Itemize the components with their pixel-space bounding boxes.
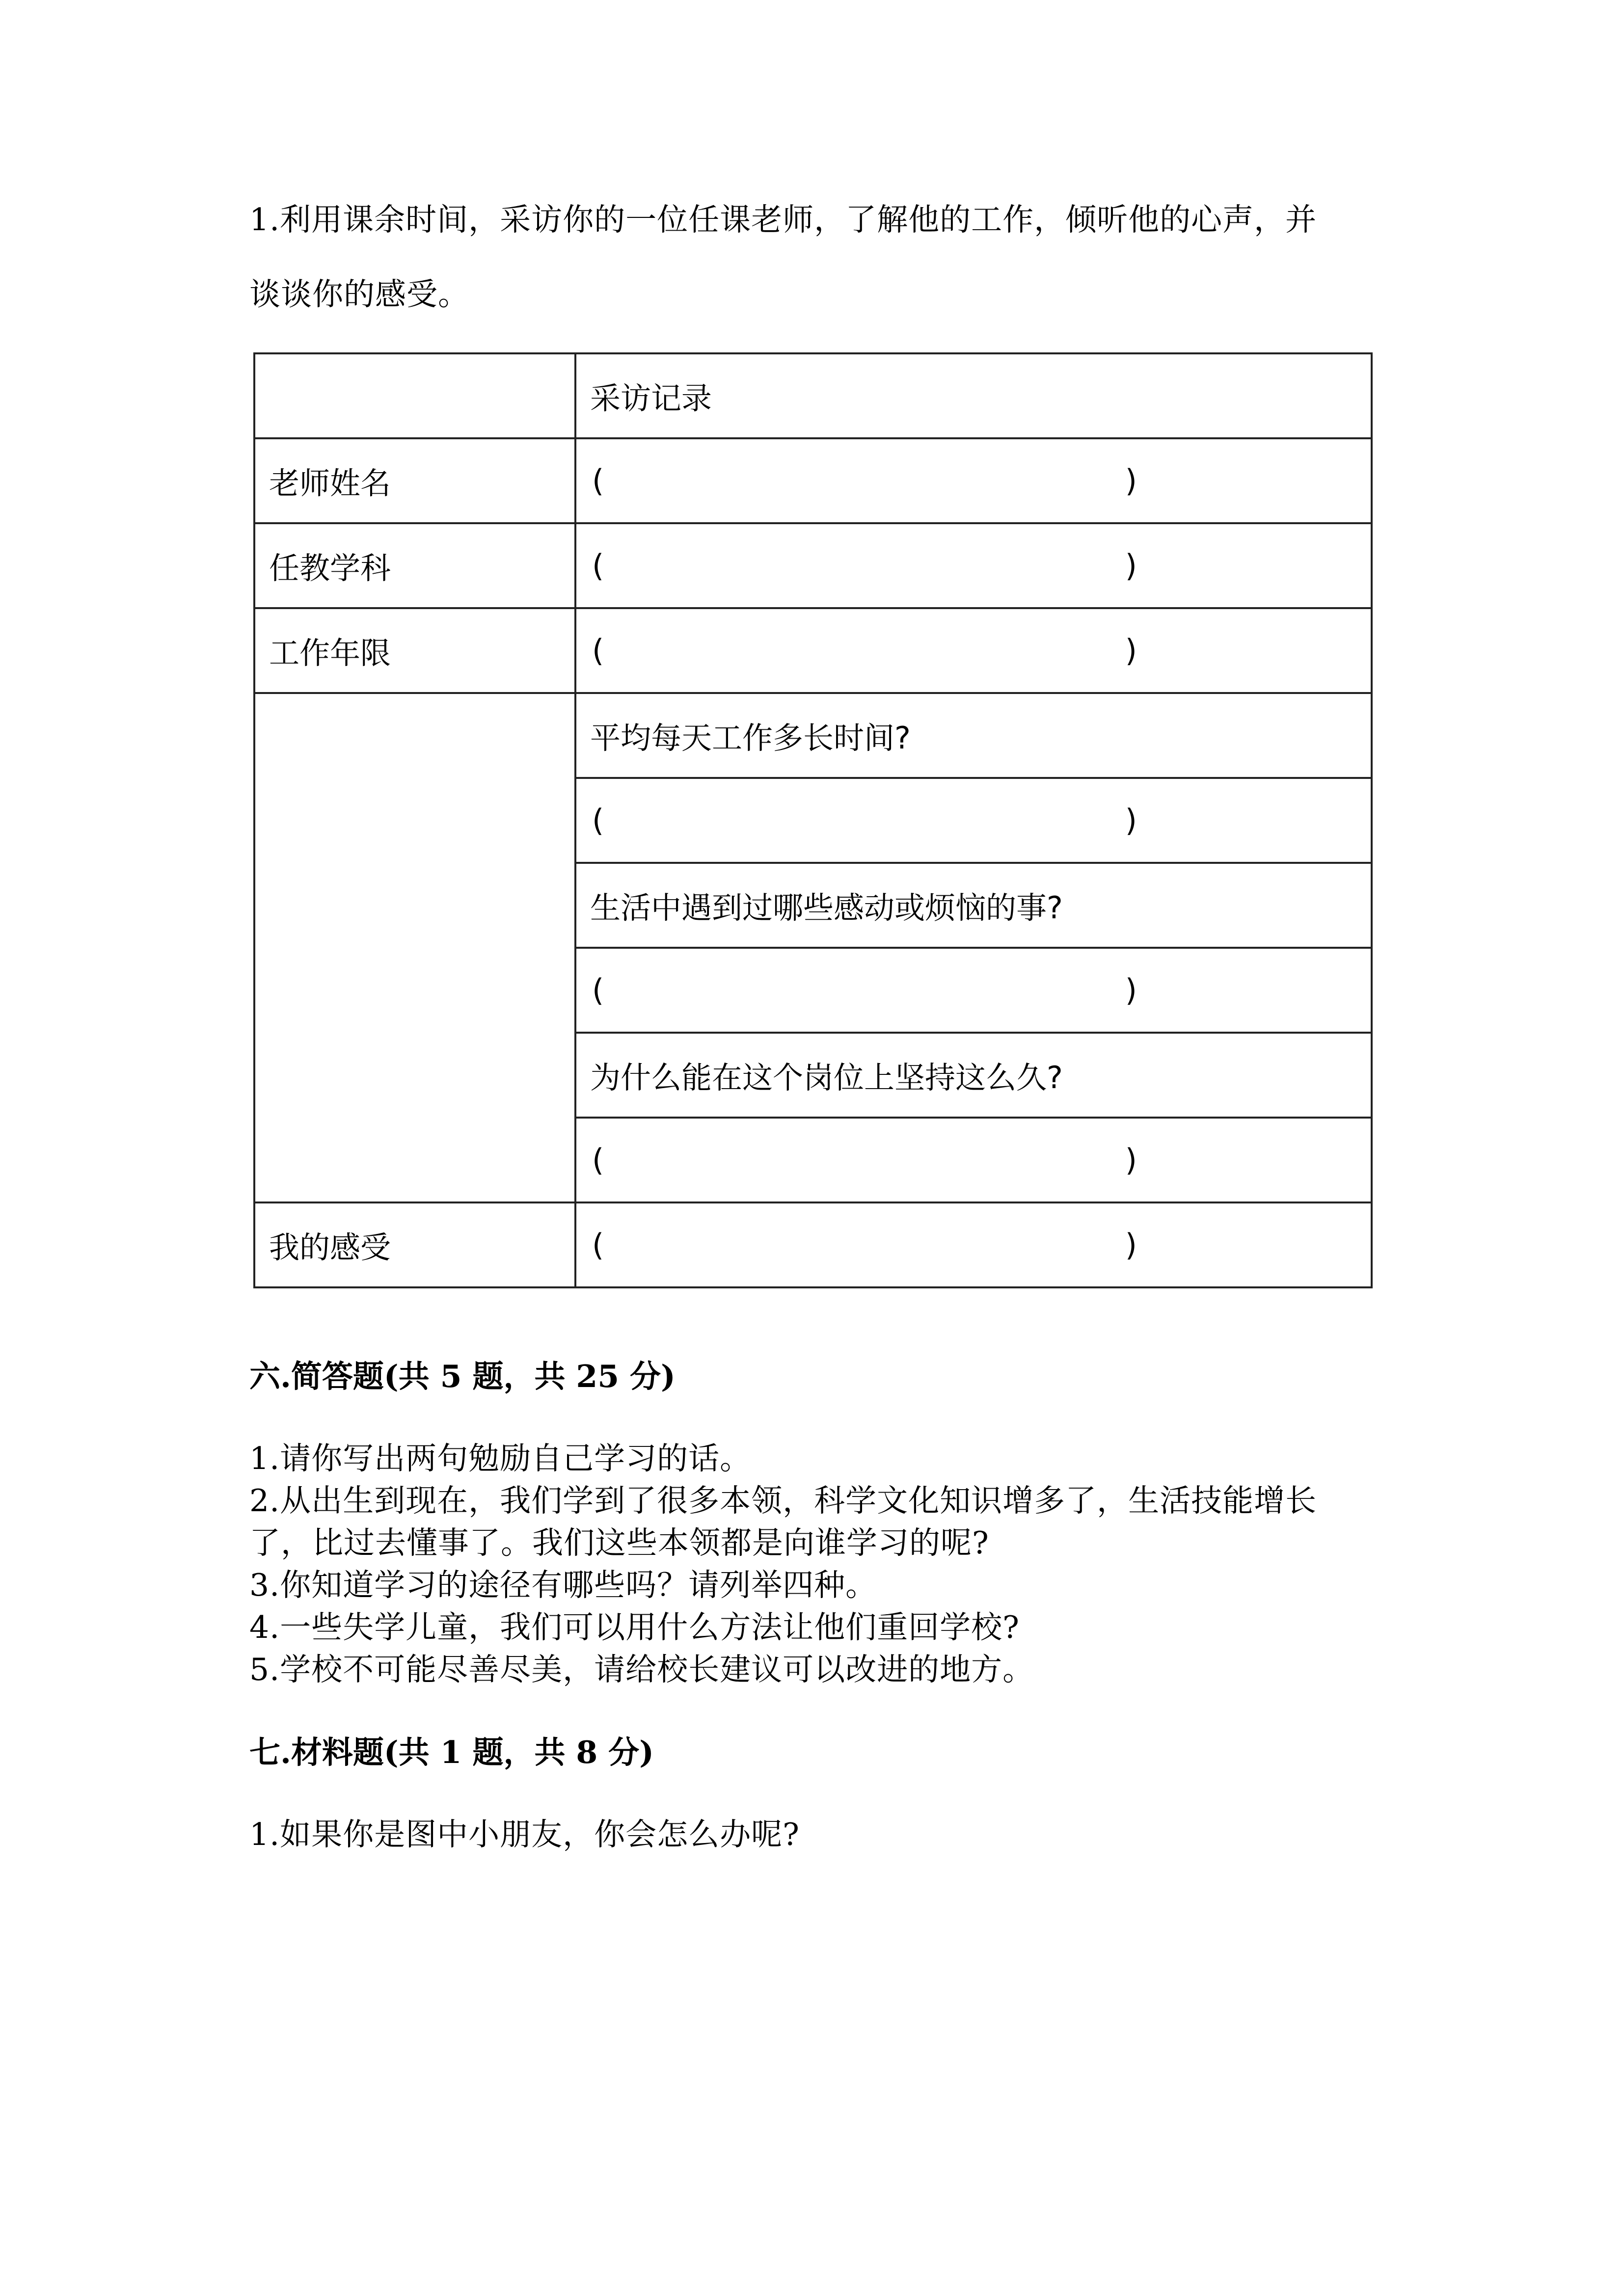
paren-close: ) — [1125, 548, 1137, 584]
table-row — [254, 523, 1372, 608]
feelings-label: 我的感受 — [254, 1202, 575, 1287]
paren-close: ) — [1125, 802, 1137, 838]
paren-open: ( — [592, 1142, 604, 1178]
subject-answer[interactable] — [575, 523, 1372, 608]
section-6-item-3: 3.你知道学习的途径有哪些吗？请列举四种。 — [249, 1567, 877, 1603]
paren-close: ) — [1125, 463, 1137, 499]
table-row — [254, 438, 1372, 523]
paren-open: ( — [592, 548, 604, 584]
section-6-item-2: 2.从出生到现在，我们学到了很多本领，科学文化知识增多了，生活技能增长 — [249, 1483, 1317, 1519]
section-6-heading: 六.简答题(共 5 题，共 25 分) — [249, 1358, 676, 1394]
events-answer[interactable] — [575, 948, 1372, 1033]
paren-close: ) — [1125, 633, 1137, 668]
paren-close: ) — [1125, 1227, 1137, 1263]
paren-open: ( — [592, 972, 604, 1008]
question-persist: 为什么能在这个岗位上坚持这么久? — [575, 1033, 1372, 1118]
paren-open: ( — [592, 1227, 604, 1263]
subject-label: 任教学科 — [254, 523, 575, 608]
teacher-name-label: 老师姓名 — [254, 438, 575, 523]
section-7-heading: 七.材料题(共 1 题，共 8 分) — [249, 1734, 654, 1770]
question-events: 生活中遇到过哪些感动或烦恼的事? — [575, 863, 1372, 948]
interview-record-table — [253, 352, 1373, 1288]
section-7-item-1: 1.如果你是图中小朋友，你会怎么办呢? — [249, 1816, 800, 1852]
table-row — [254, 608, 1372, 693]
question-hours: 平均每天工作多长时间? — [575, 693, 1372, 778]
section-6-item-2-cont: 了，比过去懂事了。我们这些本领都是向谁学习的呢? — [249, 1525, 989, 1561]
paren-open: ( — [592, 802, 604, 838]
hours-answer[interactable] — [575, 778, 1372, 863]
section-6-item-4: 4.一些失学儿童，我们可以用什么方法让他们重回学校? — [249, 1609, 1020, 1645]
table-row — [254, 353, 1372, 438]
q1-line-2: 谈谈你的感受。 — [249, 276, 469, 312]
table-header-cell: 采访记录 — [575, 353, 1372, 438]
years-label: 工作年限 — [254, 608, 575, 693]
paren-close: ) — [1125, 1142, 1137, 1178]
section-6-item-1: 1.请你写出两句勉励自己学习的话。 — [249, 1441, 752, 1476]
table-cell-empty — [254, 353, 575, 438]
persist-answer[interactable] — [575, 1118, 1372, 1202]
q1-line-1: 1.利用课余时间，采访你的一位任课老师，了解他的工作，倾听他的心声，并 — [249, 202, 1317, 238]
feelings-answer[interactable] — [575, 1202, 1372, 1287]
years-answer[interactable] — [575, 608, 1372, 693]
table-row — [254, 1202, 1372, 1287]
paren-open: ( — [592, 633, 604, 668]
teacher-name-answer[interactable] — [575, 438, 1372, 523]
section-6-item-5: 5.学校不可能尽善尽美，请给校长建议可以改进的地方。 — [249, 1652, 1034, 1687]
paren-close: ) — [1125, 972, 1137, 1008]
table-row — [254, 693, 1372, 778]
paren-open: ( — [592, 463, 604, 499]
table-cell-merged-empty — [254, 693, 575, 1202]
